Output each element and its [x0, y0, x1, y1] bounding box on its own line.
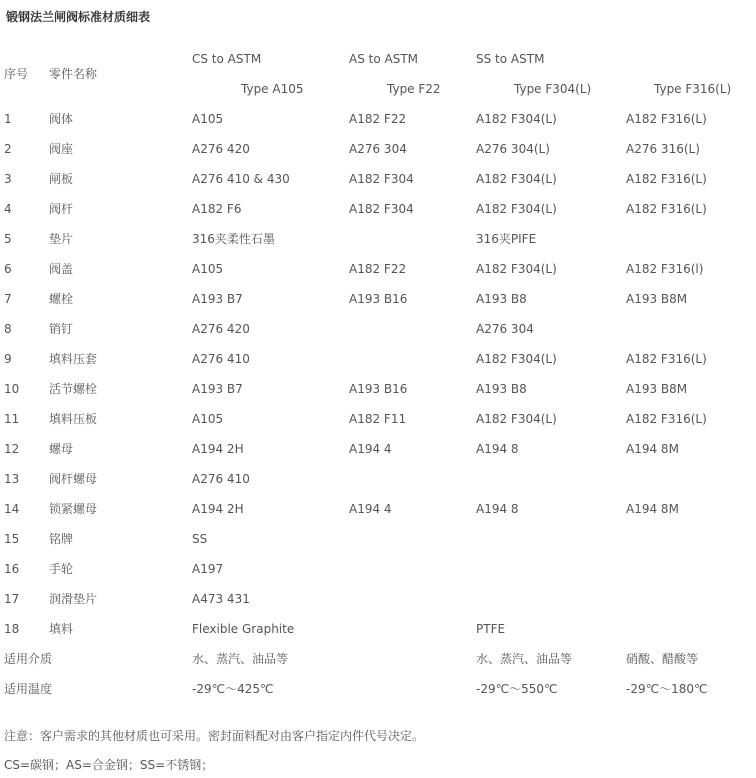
row-ss304-material: A182 F304(L): [476, 172, 557, 186]
row-seq: 11: [4, 412, 20, 426]
row-seq: 12: [4, 442, 20, 456]
row-part-name: 手轮: [49, 562, 74, 576]
row-seq: 14: [4, 502, 20, 516]
row-ss304-material: A182 F304(L): [476, 262, 557, 276]
row-ss304-material: A182 F304(L): [476, 202, 557, 216]
row-cs-material: A276 420: [192, 142, 250, 156]
row-ss304-material: A276 304: [476, 322, 534, 336]
row-seq: 4: [4, 202, 12, 216]
row-part-name: 阀杆螺母: [49, 472, 98, 486]
row-as-material: A193 B16: [349, 292, 408, 306]
row-as-material: A182 F22: [349, 112, 407, 126]
row-part-name: 阀杆: [49, 202, 74, 216]
row-ss304-material: A276 304(L): [476, 142, 550, 156]
row-ss304-material: -29℃～550℃: [476, 682, 558, 696]
header-type-ss304: Type F304(L): [514, 82, 592, 96]
row-ss316-material: A193 B8M: [626, 382, 688, 396]
row-cs-material: A276 420: [192, 322, 250, 336]
header-type-as: Type F22: [387, 82, 441, 96]
row-ss316-material: A182 F316(l): [626, 262, 704, 276]
row-part-name: 阀座: [49, 142, 74, 156]
row-cs-material: Flexible Graphite: [192, 622, 295, 636]
row-seq: 3: [4, 172, 12, 186]
row-as-material: A276 304: [349, 142, 407, 156]
row-ss316-material: A182 F316(L): [626, 202, 707, 216]
row-as-material: A193 B16: [349, 382, 408, 396]
row-part-name: 销钉: [49, 322, 74, 336]
row-seq: 10: [4, 382, 20, 396]
row-cs-material: A276 410: [192, 352, 250, 366]
row-part-name: 铭牌: [49, 532, 74, 546]
row-ss316-material: 硝酸、醋酸等: [626, 652, 699, 666]
row-seq: 8: [4, 322, 12, 336]
row-as-material: A182 F22: [349, 262, 407, 276]
row-cs-material: A182 F6: [192, 202, 242, 216]
row-cs-material: SS: [192, 532, 208, 546]
row-part-name: 阀盖: [49, 262, 74, 276]
row-seq: 7: [4, 292, 12, 306]
row-seq: 适用介质: [4, 652, 53, 666]
row-cs-material: A276 410 & 430: [192, 172, 290, 186]
row-ss316-material: A194 8M: [626, 502, 679, 516]
row-ss316-material: A182 F316(L): [626, 112, 707, 126]
row-ss316-material: -29℃～180℃: [626, 682, 708, 696]
row-as-material: A182 F11: [349, 412, 407, 426]
row-ss316-material: A193 B8M: [626, 292, 688, 306]
row-ss304-material: A193 B8: [476, 292, 527, 306]
row-ss304-material: A182 F304(L): [476, 352, 557, 366]
row-cs-material: A193 B7: [192, 292, 243, 306]
row-seq: 1: [4, 112, 12, 126]
row-cs-material: -29℃～425℃: [192, 682, 274, 696]
header-type-cs: Type A105: [241, 82, 304, 96]
row-cs-material: A105: [192, 112, 224, 126]
row-part-name: 填料压套: [49, 352, 98, 366]
row-cs-material: 316夹柔性石墨: [192, 232, 275, 246]
row-part-name: 螺栓: [49, 292, 74, 306]
header-type-ss316: Type F316(L): [654, 82, 732, 96]
row-part-name: 润滑垫片: [49, 592, 98, 606]
page-title: 锻钢法兰闸阀标准材质细表: [6, 10, 151, 24]
row-ss304-material: 水、蒸汽、油品等: [476, 652, 573, 666]
note-custom-materials: 注意：客户需求的其他材质也可采用。密封面料配对由客户指定内件代号决定。: [4, 729, 425, 743]
row-seq: 13: [4, 472, 20, 486]
row-ss304-material: PTFE: [476, 622, 506, 636]
row-seq: 15: [4, 532, 20, 546]
row-ss316-material: A182 F316(L): [626, 172, 707, 186]
row-part-name: 螺母: [49, 442, 74, 456]
row-cs-material: A105: [192, 412, 224, 426]
row-seq: 18: [4, 622, 20, 636]
row-part-name: 阀体: [49, 112, 74, 126]
row-as-material: A182 F304: [349, 202, 414, 216]
row-ss304-material: A182 F304(L): [476, 412, 557, 426]
row-ss304-material: A182 F304(L): [476, 112, 557, 126]
header-as: AS to ASTM: [349, 52, 419, 66]
header-seq: 序号: [4, 67, 29, 81]
row-ss316-material: A276 316(L): [626, 142, 700, 156]
header-cs: CS to ASTM: [192, 52, 262, 66]
row-part-name: 填料压板: [49, 412, 98, 426]
row-seq: 6: [4, 262, 12, 276]
row-ss304-material: A193 B8: [476, 382, 527, 396]
row-cs-material: A197: [192, 562, 224, 576]
row-part-name: 活节螺栓: [49, 382, 98, 396]
row-cs-material: A194 2H: [192, 442, 244, 456]
row-ss304-material: A194 8: [476, 442, 519, 456]
row-seq: 2: [4, 142, 12, 156]
header-ss: SS to ASTM: [476, 52, 545, 66]
row-ss316-material: A194 8M: [626, 442, 679, 456]
row-cs-material: A193 B7: [192, 382, 243, 396]
row-part-name: 填料: [49, 622, 74, 636]
row-seq: 17: [4, 592, 20, 606]
row-as-material: A194 4: [349, 502, 392, 516]
note-abbreviations: CS=碳钢；AS=合金钢；SS=不锈钢；: [4, 758, 214, 772]
row-ss304-material: 316夹PIFE: [476, 232, 537, 246]
row-cs-material: A473 431: [192, 592, 250, 606]
row-cs-material: A105: [192, 262, 224, 276]
row-ss316-material: A182 F316(L): [626, 352, 707, 366]
row-seq: 5: [4, 232, 12, 246]
row-as-material: A194 4: [349, 442, 392, 456]
header-part-name: 零件名称: [49, 67, 98, 81]
row-ss304-material: A194 8: [476, 502, 519, 516]
row-cs-material: 水、蒸汽、油品等: [192, 652, 289, 666]
row-seq: 16: [4, 562, 20, 576]
row-part-name: 锁紧螺母: [49, 502, 98, 516]
row-seq: 9: [4, 352, 12, 366]
row-ss316-material: A182 F316(L): [626, 412, 707, 426]
row-part-name: 闸板: [49, 172, 74, 186]
row-cs-material: A194 2H: [192, 502, 244, 516]
row-seq: 适用温度: [4, 682, 53, 696]
row-part-name: 垫片: [49, 232, 74, 246]
row-as-material: A182 F304: [349, 172, 414, 186]
row-cs-material: A276 410: [192, 472, 250, 486]
